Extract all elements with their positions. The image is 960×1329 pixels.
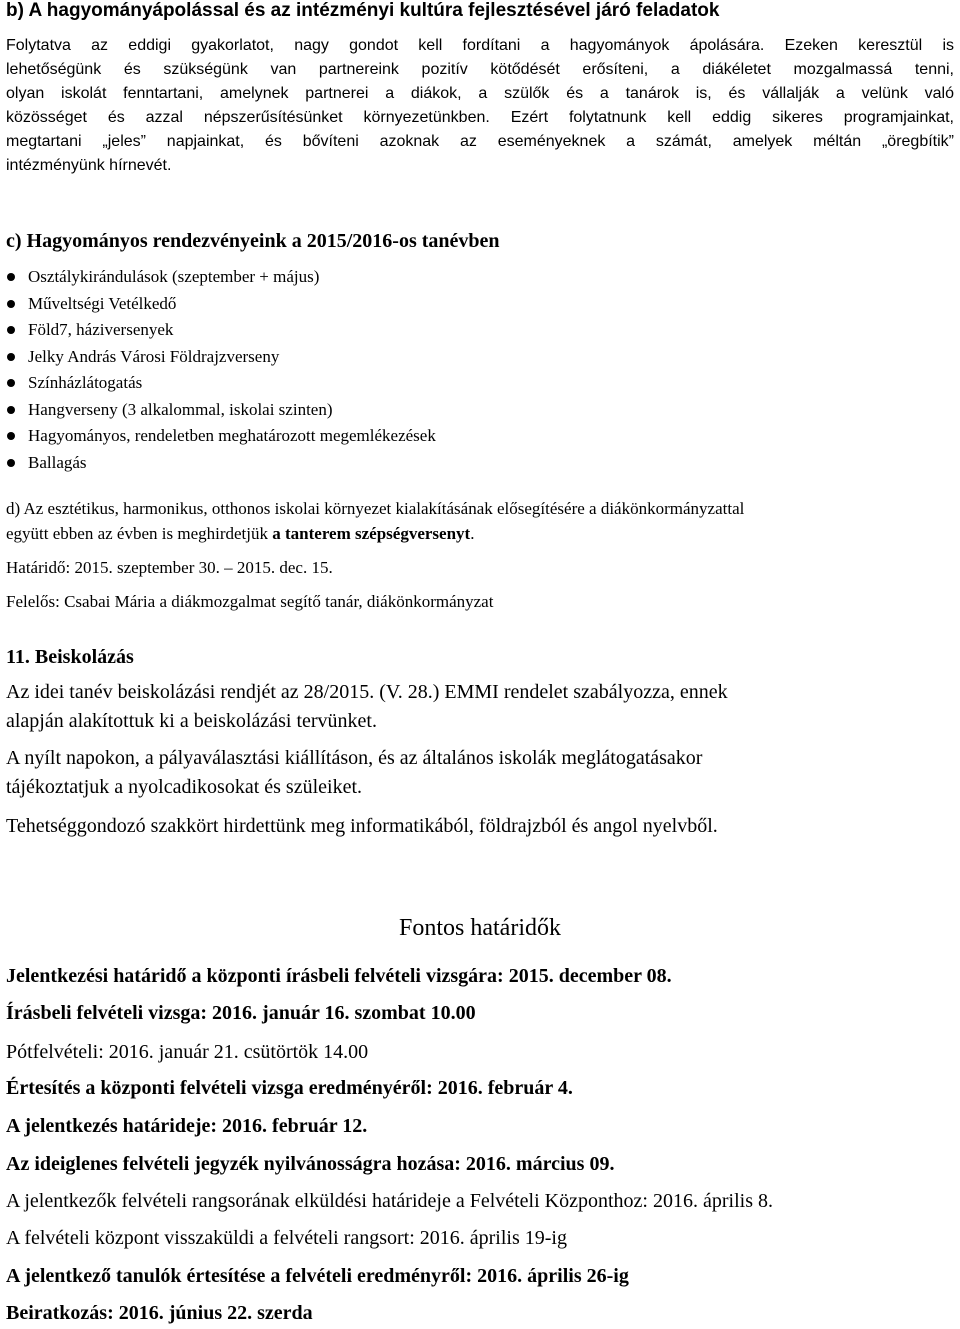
- paragraph-line: alapján alakítottuk ki a beiskolázási tervünket.: [6, 710, 377, 732]
- deadline-item: A jelentkező tanulók értesítése a felvételi eredményről: 2016. április 26-ig: [6, 1265, 629, 1287]
- paragraph-line: tájékoztatjuk a nyolcadikosokat és szüleiket.: [6, 776, 362, 798]
- bullet-icon: [7, 406, 15, 414]
- bullet-icon: [7, 459, 15, 467]
- list-item: Hangverseny (3 alkalommal, iskolai szinten): [6, 397, 954, 424]
- paragraph-line: Az idei tanév beiskolázási rendjét az 28/2015. (V. 28.) EMMI rendelet szabályozza, ennek: [6, 681, 728, 703]
- section-11-p3: Tehetséggondozó szakkört hirdettünk meg informatikából, földrajzból és angol nyelvből.: [6, 815, 718, 837]
- contest-name: a tanterem szépségversenyt: [272, 524, 471, 543]
- bullet-icon: [7, 379, 15, 387]
- list-item: Műveltségi Vetélkedő: [6, 291, 954, 318]
- deadline-item: Értesítés a központi felvételi vizsga eredményéről: 2016. február 4.: [6, 1077, 573, 1099]
- list-item: Hagyományos, rendeletben meghatározott megemlékezések: [6, 423, 954, 450]
- section-11-p2: [6, 744, 954, 802]
- deadline-item: Jelentkezési határidő a központi írásbeli felvételi vizsgára: 2015. december 08.: [6, 965, 672, 987]
- section-d-line2: együtt ebben az évben is meghirdetjük a tanterem szépségversenyt.: [6, 524, 475, 543]
- deadlines-title: Fontos határidők: [399, 915, 561, 941]
- bullet-icon: [7, 326, 15, 334]
- section-d-deadline: Határidő: 2015. szeptember 30. – 2015. dec. 15.: [6, 558, 333, 577]
- bullet-icon: [7, 353, 15, 361]
- paragraph-line: intézményünk hírnevét.: [6, 157, 172, 174]
- section-d-responsible: Felelős: Csabai Mária a diákmozgalmat segítő tanár, diákönkormányzat: [6, 592, 494, 611]
- paragraph-line: olyan iskolát fenntartani, amelynek partnerei a diákok, a szülők és a tanárok is, és vállalják a velünk való: [6, 85, 954, 102]
- bullet-icon: [7, 432, 15, 440]
- section-d-line1: d) Az esztétikus, harmonikus, otthonos iskolai környezet kialakításának elősegítésére a diákönkormányzattal: [6, 499, 745, 518]
- list-item: Jelky András Városi Földrajzverseny: [6, 344, 954, 371]
- bullet-icon: [7, 300, 15, 308]
- section-b-heading: b) A hagyományápolással és az intézményi kultúra fejlesztésével járó feladatok: [6, 0, 720, 21]
- paragraph-line: megtartani „jeles” napjainkat, és bővíteni azoknak az eseményeknek a számát, amelyek méltán „öregbítik”: [6, 133, 954, 150]
- deadline-item: Írásbeli felvételi vizsga: 2016. január 16. szombat 10.00: [6, 1002, 476, 1024]
- deadline-item: A jelentkezők felvételi rangsorának elküldési határideje a Felvételi Központhoz: 2016. április 8.: [6, 1190, 773, 1212]
- list-item: Osztálykirándulások (szeptember + május): [6, 264, 954, 291]
- deadline-item: A felvételi központ visszaküldi a felvételi rangsort: 2016. április 19-ig: [6, 1227, 567, 1249]
- paragraph-line: közösséget és azzal népszerűsítésünket környezetünkben. Ezért folytatnunk kell eddig sikeres programjainkat,: [6, 109, 954, 126]
- paragraph-line: Folytatva az eddigi gyakorlatot, nagy gondot kell fordítani a hagyományok ápolására. Ezeken keresztül is: [6, 37, 954, 54]
- deadline-item: A jelentkezés határideje: 2016. február 12.: [6, 1115, 368, 1137]
- events-list: [6, 264, 954, 476]
- deadline-item: Beiratkozás: 2016. június 22. szerda: [6, 1302, 313, 1324]
- bullet-icon: [7, 273, 15, 281]
- section-c-heading: c) Hagyományos rendezvényeink a 2015/2016-os tanévben: [6, 230, 500, 252]
- section-b-paragraph: [6, 34, 954, 178]
- deadline-item: Pótfelvételi: 2016. január 21. csütörtök 14.00: [6, 1041, 369, 1063]
- list-item: Föld7, háziversenyek: [6, 317, 954, 344]
- deadline-item: Az ideiglenes felvételi jegyzék nyilvánosságra hozása: 2016. március 09.: [6, 1153, 615, 1175]
- list-item: Színházlátogatás: [6, 370, 954, 397]
- section-11-p1: [6, 678, 954, 736]
- paragraph-line: lehetőségünk és szükségünk van partnereink pozitív kötődését erősíteni, a diákéletet mozgalmassá tenni,: [6, 61, 954, 78]
- paragraph-line: A nyílt napokon, a pályaválasztási kiállításon, és az általános iskolák meglátogatásakor: [6, 747, 703, 769]
- list-item: Ballagás: [6, 450, 954, 477]
- section-11-heading: 11. Beiskolázás: [6, 646, 134, 668]
